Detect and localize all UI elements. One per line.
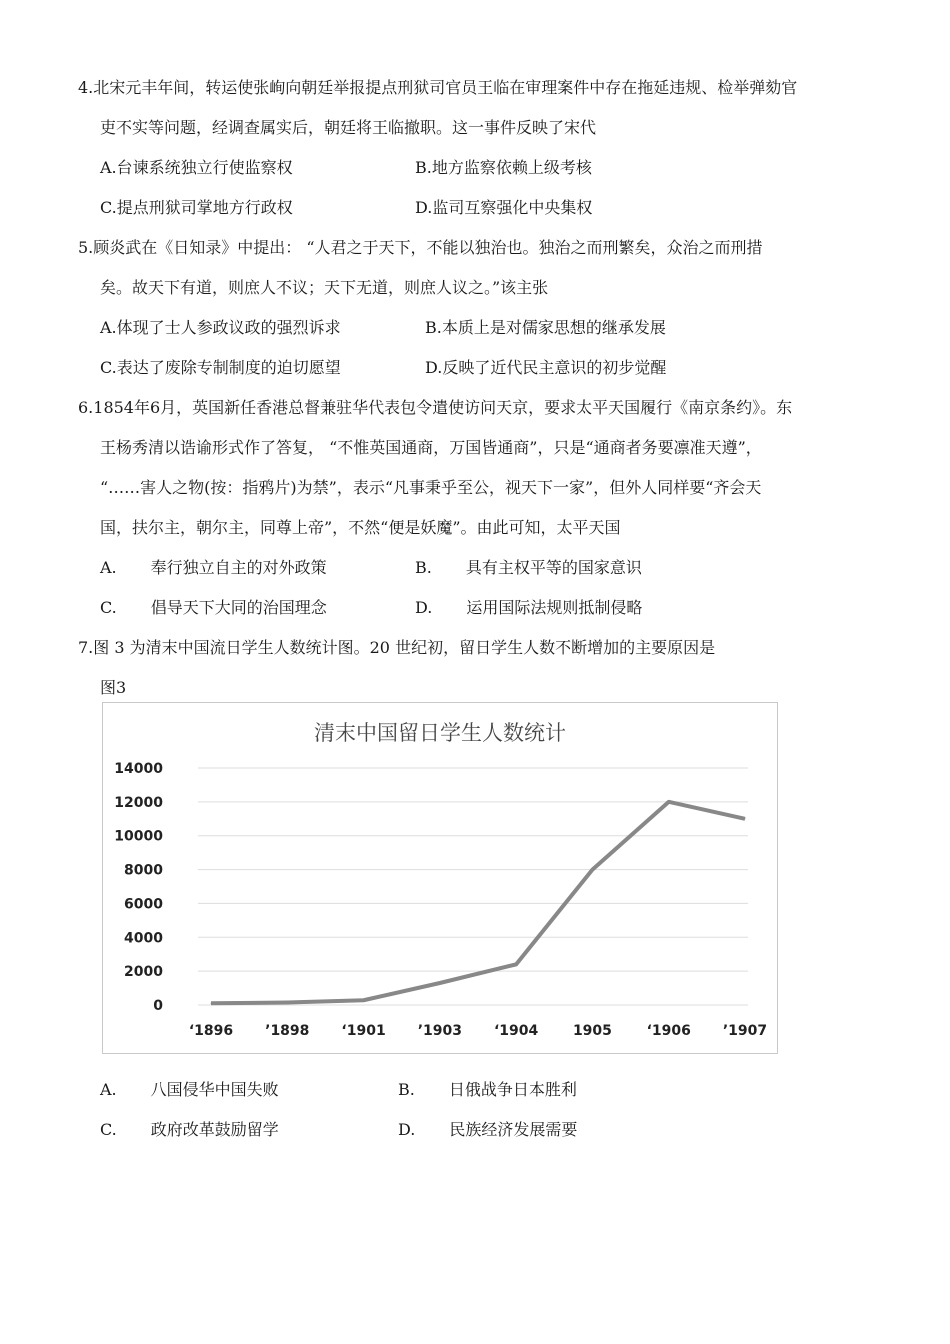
q6-option-b[interactable]: B. 具有主权平等的国家意识 xyxy=(415,558,642,577)
q4-line-2: 吏不实等问题，经调查属实后，朝廷将王临撤职。这一事件反映了宋代 xyxy=(100,118,597,137)
y-tick-label: 10000 xyxy=(114,828,163,845)
q5-option-c[interactable]: C.表达了废除专制制度的迫切愿望 xyxy=(100,358,341,377)
data-point xyxy=(363,1000,364,1001)
q5-line-2: 矣。故天下有道，则庶人不议；天下无道，则庶人议之。”该主张 xyxy=(100,278,549,297)
y-tick-label: 0 xyxy=(153,998,163,1014)
q4-option-c[interactable]: C.提点刑狱司掌地方行政权 xyxy=(100,198,293,217)
x-tick-label: ‘1906 xyxy=(646,1023,691,1039)
q5-option-b[interactable]: B.本质上是对儒家思想的继承发展 xyxy=(425,318,666,337)
q7-option-d[interactable]: D. 民族经济发展需要 xyxy=(398,1120,578,1139)
data-point xyxy=(211,1003,212,1004)
q4-line-1: 4.北宋元丰年间，转运使张峋向朝廷举报提点刑狱司官员王临在审理案件中存在拖延违规、检举弹劾官 xyxy=(78,78,798,97)
q6-option-c[interactable]: C. 倡导天下大同的治国理念 xyxy=(100,598,327,617)
q7-option-a[interactable]: A. 八国侵华中国失败 xyxy=(100,1080,279,1099)
figure-label: 图3 xyxy=(100,678,127,697)
q7-option-b[interactable]: B. 日俄战争日本胜利 xyxy=(398,1080,577,1099)
series-line xyxy=(211,802,745,1003)
data-point xyxy=(439,982,440,983)
q7-option-c[interactable]: C. 政府改革鼓励留学 xyxy=(100,1120,279,1139)
data-point xyxy=(592,869,593,870)
y-tick-label: 4000 xyxy=(124,930,163,947)
x-tick-label: ’1898 xyxy=(265,1023,310,1039)
q6-option-a[interactable]: A. 奉行独立自主的对外政策 xyxy=(100,558,327,577)
data-point xyxy=(668,801,669,802)
q5-option-a[interactable]: A.体现了士人参政议政的强烈诉求 xyxy=(100,318,341,337)
x-tick-label: ‘1901 xyxy=(341,1023,386,1039)
chart-svg xyxy=(103,703,779,1055)
q4-option-a[interactable]: A.台谏系统独立行使监察权 xyxy=(100,158,293,177)
x-tick-label: ‘1904 xyxy=(493,1023,539,1039)
y-tick-label: 12000 xyxy=(114,794,163,811)
student-count-chart xyxy=(102,702,778,1054)
y-tick-label: 2000 xyxy=(124,964,163,981)
data-point xyxy=(745,818,746,819)
q7-line-1: 7.图 3 为清末中国流日学生人数统计图。20 世纪初，留日学生人数不断增加的主要原因是 xyxy=(78,638,716,657)
y-tick-label: 14000 xyxy=(114,761,163,777)
q4-option-b[interactable]: B.地方监察依赖上级考核 xyxy=(415,158,592,177)
y-tick-label: 6000 xyxy=(124,896,163,913)
chart-title: 清末中国留日学生人数统计 xyxy=(314,721,566,745)
q6-option-d[interactable]: D. 运用国际法规则抵制侵略 xyxy=(415,598,643,617)
q5-option-d[interactable]: D.反映了近代民主意识的初步觉醒 xyxy=(425,358,667,377)
q6-line-1: 6.1854年6月，英国新任香港总督兼驻华代表包令遣使访问天京，要求太平天国履行《南京条约》。东 xyxy=(78,398,793,417)
data-point xyxy=(516,964,517,965)
q6-line-4: 国，扶尔主，朝尔主，同尊上帝”，不然“便是妖魔”。由此可知，太平天国 xyxy=(100,518,621,537)
x-tick-label: ’1903 xyxy=(417,1023,463,1039)
x-tick-label: 1905 xyxy=(572,1023,612,1039)
x-tick-label: ’1907 xyxy=(722,1023,768,1039)
y-tick-label: 8000 xyxy=(124,862,163,879)
q4-option-d[interactable]: D.监司互察强化中央集权 xyxy=(415,198,593,217)
q6-line-3: “……害人之物(按：指鸦片)为禁”，表示“凡事秉乎至公，视天下一家”，但外人同样要“齐会天 xyxy=(100,478,762,497)
data-point xyxy=(287,1002,288,1003)
q6-line-2: 王杨秀清以诰谕形式作了答复， “不惟英国通商，万国皆通商”，只是“通商者务要凛准天遵”， xyxy=(100,438,762,457)
x-tick-label: ‘1896 xyxy=(188,1023,234,1039)
q5-line-1: 5.顾炎武在《日知录》中提出： “人君之于天下，不能以独治也。独治之而刑繁矣，众治之而刑措 xyxy=(78,238,763,257)
